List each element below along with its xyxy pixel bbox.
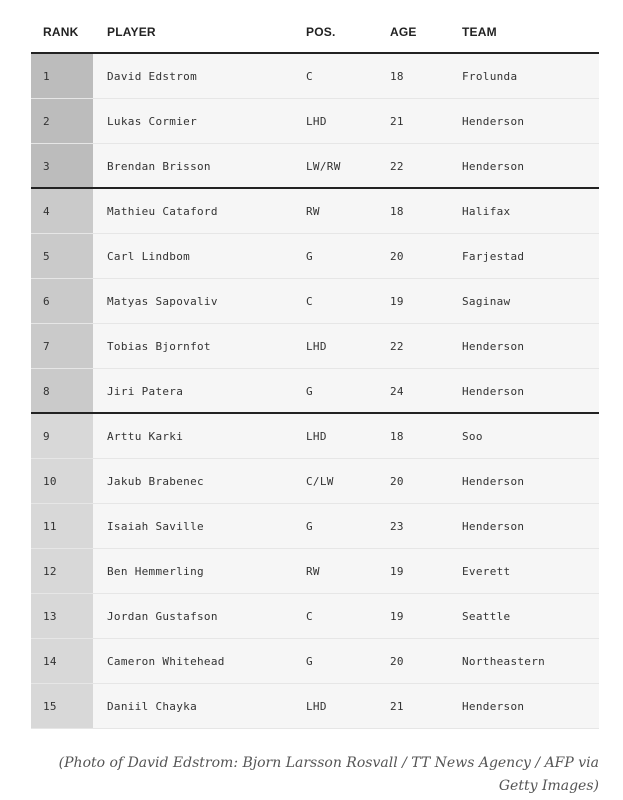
cell-pos: RW bbox=[306, 565, 320, 578]
cell-player: Jordan Gustafson bbox=[107, 610, 218, 623]
cell-pos: G bbox=[306, 520, 313, 533]
cell-pos: C bbox=[306, 295, 313, 308]
cell-rank: 4 bbox=[43, 205, 50, 218]
cell-pos: G bbox=[306, 385, 313, 398]
cell-player: Jakub Brabenec bbox=[107, 475, 204, 488]
cell-player: Lukas Cormier bbox=[107, 115, 197, 128]
rank-tier-shade bbox=[31, 594, 93, 638]
cell-team: Everett bbox=[462, 565, 511, 578]
cell-rank: 13 bbox=[43, 610, 57, 623]
header-pos: POS. bbox=[306, 25, 336, 39]
rank-tier-shade bbox=[31, 549, 93, 593]
table-row bbox=[31, 144, 599, 189]
cell-pos: LHD bbox=[306, 430, 327, 443]
cell-pos: LHD bbox=[306, 115, 327, 128]
table-row bbox=[31, 324, 599, 369]
cell-age: 23 bbox=[390, 520, 404, 533]
cell-age: 24 bbox=[390, 385, 404, 398]
photo-caption: (Photo of David Edstrom: Bjorn Larsson Rosvall / TT News Agency / AFP via Getty Images) bbox=[58, 755, 599, 794]
cell-pos: G bbox=[306, 655, 313, 668]
cell-player: Tobias Bjornfot bbox=[107, 340, 211, 353]
cell-age: 21 bbox=[390, 700, 404, 713]
cell-rank: 10 bbox=[43, 475, 57, 488]
cell-team: Henderson bbox=[462, 520, 525, 533]
table-row bbox=[31, 639, 599, 684]
cell-rank: 11 bbox=[43, 520, 57, 533]
cell-player: Matyas Sapovaliv bbox=[107, 295, 218, 308]
cell-age: 18 bbox=[390, 70, 404, 83]
cell-rank: 14 bbox=[43, 655, 57, 668]
cell-rank: 5 bbox=[43, 250, 50, 263]
rank-tier-shade bbox=[31, 504, 93, 548]
table-row bbox=[31, 414, 599, 459]
cell-age: 22 bbox=[390, 340, 404, 353]
cell-player: David Edstrom bbox=[107, 70, 197, 83]
table-body bbox=[31, 54, 599, 729]
cell-age: 19 bbox=[390, 295, 404, 308]
cell-rank: 2 bbox=[43, 115, 50, 128]
cell-player: Brendan Brisson bbox=[107, 160, 211, 173]
cell-player: Daniil Chayka bbox=[107, 700, 197, 713]
table-row bbox=[31, 189, 599, 234]
cell-pos: C bbox=[306, 610, 313, 623]
rank-tier-shade bbox=[31, 639, 93, 683]
rankings-table bbox=[31, 0, 599, 729]
cell-rank: 3 bbox=[43, 160, 50, 173]
rank-tier-shade bbox=[31, 279, 93, 323]
rank-tier-shade bbox=[31, 234, 93, 278]
table-row bbox=[31, 504, 599, 549]
cell-player: Cameron Whitehead bbox=[107, 655, 225, 668]
cell-age: 19 bbox=[390, 610, 404, 623]
cell-pos: C bbox=[306, 70, 313, 83]
cell-player: Ben Hemmerling bbox=[107, 565, 204, 578]
table-row bbox=[31, 54, 599, 99]
cell-rank: 6 bbox=[43, 295, 50, 308]
table-row bbox=[31, 279, 599, 324]
cell-age: 20 bbox=[390, 655, 404, 668]
table-row bbox=[31, 549, 599, 594]
cell-team: Farjestad bbox=[462, 250, 525, 263]
table-row bbox=[31, 684, 599, 729]
rank-tier-shade bbox=[31, 189, 93, 233]
cell-team: Northeastern bbox=[462, 655, 546, 668]
cell-rank: 8 bbox=[43, 385, 50, 398]
cell-age: 19 bbox=[390, 565, 404, 578]
cell-age: 22 bbox=[390, 160, 404, 173]
table-row bbox=[31, 594, 599, 639]
cell-player: Arttu Karki bbox=[107, 430, 184, 443]
rank-tier-shade bbox=[31, 144, 93, 187]
cell-player: Jiri Patera bbox=[107, 385, 184, 398]
cell-rank: 1 bbox=[43, 70, 50, 83]
cell-pos: LHD bbox=[306, 700, 327, 713]
rank-tier-shade bbox=[31, 54, 93, 98]
cell-age: 20 bbox=[390, 475, 404, 488]
cell-pos: LHD bbox=[306, 340, 327, 353]
table-header bbox=[31, 0, 599, 54]
cell-rank: 7 bbox=[43, 340, 50, 353]
cell-team: Frolunda bbox=[462, 70, 518, 83]
cell-age: 21 bbox=[390, 115, 404, 128]
cell-team: Henderson bbox=[462, 700, 525, 713]
cell-team: Soo bbox=[462, 430, 483, 443]
rank-tier-shade bbox=[31, 324, 93, 368]
rank-tier-shade bbox=[31, 459, 93, 503]
cell-pos: LW/RW bbox=[306, 160, 341, 173]
cell-pos: C/LW bbox=[306, 475, 334, 488]
cell-player: Mathieu Cataford bbox=[107, 205, 218, 218]
cell-team: Henderson bbox=[462, 115, 525, 128]
cell-pos: RW bbox=[306, 205, 320, 218]
table-row bbox=[31, 459, 599, 504]
header-team: TEAM bbox=[462, 25, 497, 39]
cell-team: Henderson bbox=[462, 475, 525, 488]
rank-tier-shade bbox=[31, 369, 93, 412]
rank-tier-shade bbox=[31, 414, 93, 458]
cell-team: Henderson bbox=[462, 160, 525, 173]
table-row bbox=[31, 99, 599, 144]
cell-rank: 12 bbox=[43, 565, 57, 578]
header-player: PLAYER bbox=[107, 25, 156, 39]
cell-pos: G bbox=[306, 250, 313, 263]
cell-team: Henderson bbox=[462, 340, 525, 353]
cell-team: Halifax bbox=[462, 205, 511, 218]
cell-player: Isaiah Saville bbox=[107, 520, 204, 533]
cell-team: Saginaw bbox=[462, 295, 511, 308]
rank-tier-shade bbox=[31, 99, 93, 143]
cell-rank: 9 bbox=[43, 430, 50, 443]
cell-age: 18 bbox=[390, 205, 404, 218]
cell-rank: 15 bbox=[43, 700, 57, 713]
cell-team: Seattle bbox=[462, 610, 511, 623]
table-row bbox=[31, 234, 599, 279]
rank-tier-shade bbox=[31, 684, 93, 728]
cell-team: Henderson bbox=[462, 385, 525, 398]
table-row bbox=[31, 369, 599, 414]
header-age: AGE bbox=[390, 25, 417, 39]
cell-player: Carl Lindbom bbox=[107, 250, 191, 263]
cell-age: 20 bbox=[390, 250, 404, 263]
header-rank: RANK bbox=[43, 25, 79, 39]
cell-age: 18 bbox=[390, 430, 404, 443]
